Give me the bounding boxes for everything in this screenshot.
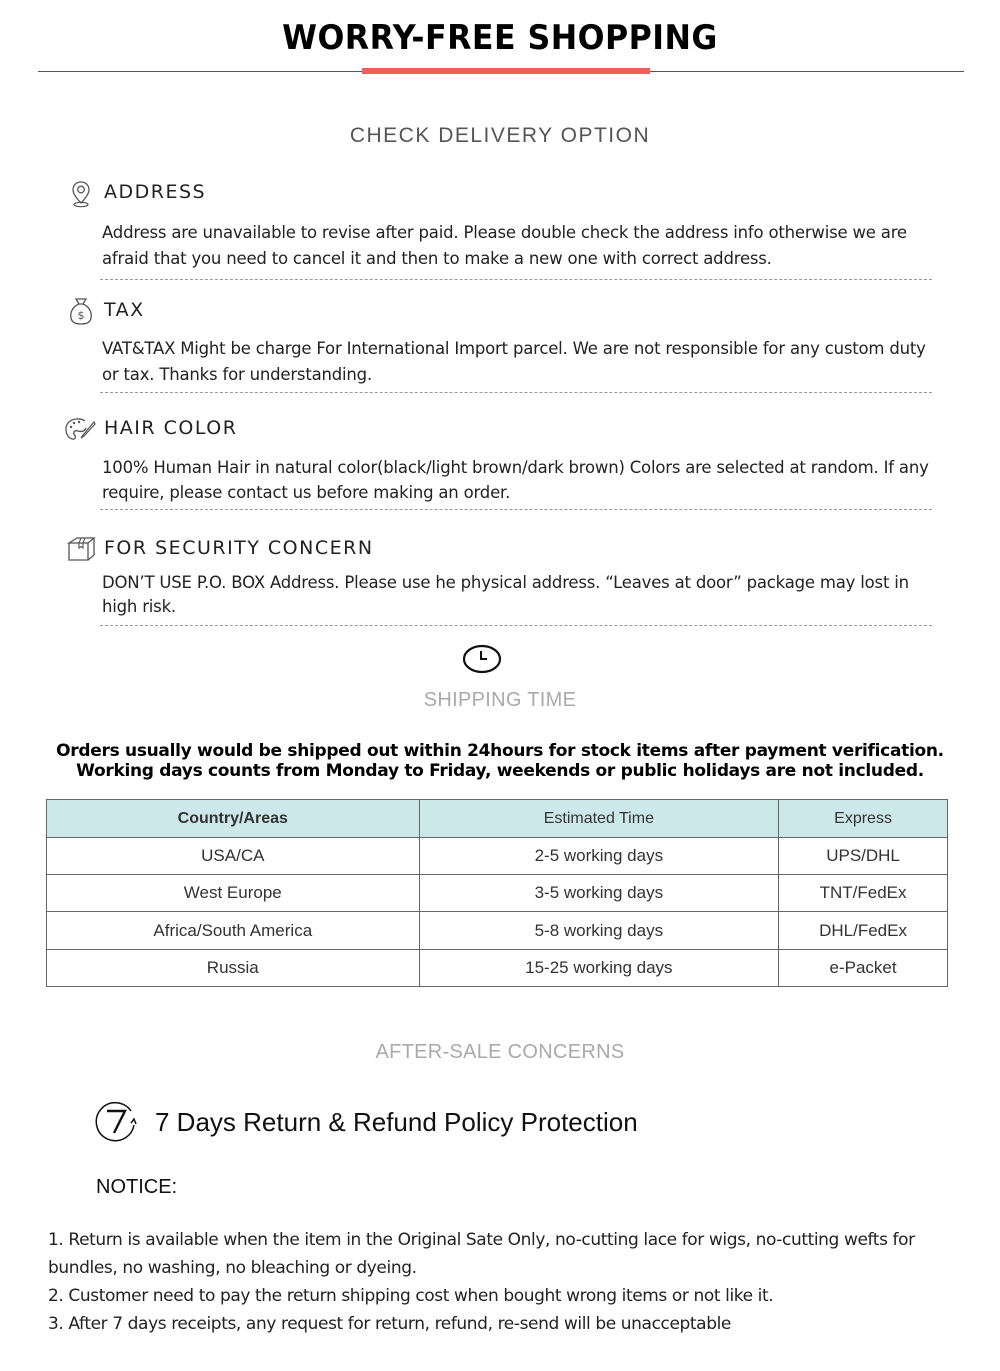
- palette-icon: [63, 415, 97, 445]
- security-concern-heading: FOR SECURITY CONCERN: [104, 537, 374, 559]
- tax-text: VAT&TAX Might be charge For International Import parcel. We are not responsible for any custom duty or tax. Thanks for understanding.: [102, 339, 926, 384]
- divider: [100, 392, 932, 393]
- shipping-time-heading: SHIPPING TIME: [423, 689, 577, 711]
- table-row: [47, 950, 948, 987]
- estimated-time-cell: 5-8 working days: [419, 912, 779, 950]
- seven-day-return-icon: [95, 1099, 139, 1143]
- estimated-time-cell: 2-5 working days: [419, 838, 779, 875]
- shipping-note-line-2: Working days counts from Monday to Friday, weekends or public holidays are not included.: [76, 761, 924, 781]
- country-cell: West Europe: [47, 875, 420, 912]
- table-row: [47, 838, 948, 875]
- money-bag-icon: [66, 296, 96, 326]
- return-rules-list: [48, 1226, 958, 1338]
- country-cell: Russia: [47, 950, 420, 987]
- express-cell: e-Packet: [779, 950, 948, 987]
- page-title: WORRY-FREE SHOPPING: [282, 18, 718, 58]
- address-text: Address are unavailable to revise after paid. Please double check the address info otherwise we are afraid that you need to cancel it and then to make a new one with correct address.: [102, 223, 907, 268]
- return-rule-item: 1. Return is available when the item in the Original Sate Only, no-cutting lace for wigs, no-cutting wefts for bundles, no washing, no bleaching or dyeing.: [48, 1230, 915, 1278]
- express-cell: TNT/FedEx: [779, 875, 948, 912]
- shipping-note-line-1: Orders usually would be shipped out within 24hours for stock items after payment verification.: [56, 741, 944, 761]
- divider: [100, 509, 932, 510]
- table-row: [47, 912, 948, 950]
- location-pin-icon: [66, 179, 96, 209]
- country-cell: USA/CA: [47, 838, 420, 875]
- divider: [100, 625, 932, 626]
- column-header-estimated-time: Estimated Time: [419, 800, 779, 838]
- table-header-row: [47, 800, 948, 838]
- after-sale-heading: AFTER-SALE CONCERNS: [375, 1041, 625, 1063]
- hair-color-heading: HAIR COLOR: [104, 417, 238, 439]
- hair-color-text: 100% Human Hair in natural color(black/light brown/dark brown) Colors are selected at random. If any require, please contact us before making an order.: [102, 458, 929, 502]
- return-rule-item: 2. Customer need to pay the return shipping cost when bought wrong items or not like it.: [48, 1286, 774, 1306]
- package-box-icon: [66, 534, 96, 564]
- security-concern-text: DON’T USE P.O. BOX Address. Please use he physical address. “Leaves at door” package may lost in high risk.: [102, 573, 909, 616]
- country-cell: Africa/South America: [47, 912, 420, 950]
- delivery-section-heading: CHECK DELIVERY OPTION: [349, 124, 651, 147]
- shipping-time-table: [46, 799, 948, 987]
- tax-heading: TAX: [104, 299, 145, 321]
- divider: [100, 279, 932, 280]
- estimated-time-cell: 3-5 working days: [419, 875, 779, 912]
- address-heading: ADDRESS: [104, 181, 207, 203]
- column-header-express: Express: [779, 800, 948, 838]
- notice-label: NOTICE:: [96, 1176, 178, 1198]
- express-cell: UPS/DHL: [779, 838, 948, 875]
- return-rule-item: 3. After 7 days receipts, any request for return, refund, re-send will be unacceptable: [48, 1314, 731, 1334]
- express-cell: DHL/FedEx: [779, 912, 948, 950]
- column-header-country: Country/Areas: [47, 800, 420, 838]
- return-policy-title: 7 Days Return & Refund Policy Protection: [155, 1107, 638, 1137]
- clock-icon: [462, 642, 502, 676]
- title-accent-bar: [362, 68, 650, 74]
- estimated-time-cell: 15-25 working days: [419, 950, 779, 987]
- table-row: [47, 875, 948, 912]
- svg-text:$: $: [77, 309, 85, 322]
